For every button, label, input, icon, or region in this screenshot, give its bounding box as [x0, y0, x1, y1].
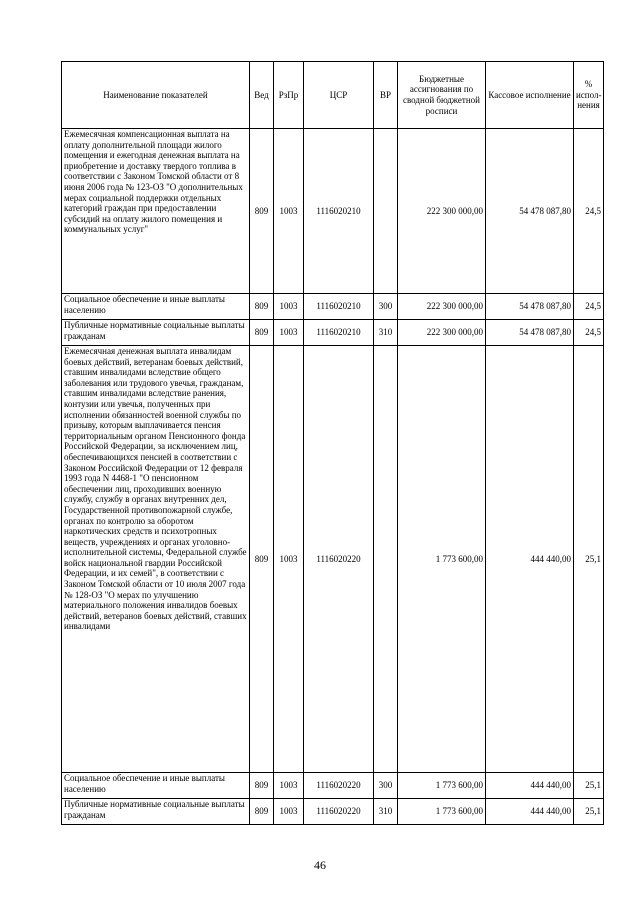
row-rzpr: 1003 [274, 799, 304, 825]
header-name: Наименование показателей [62, 62, 250, 129]
row-ved: 809 [250, 773, 274, 799]
row-budget: 1 773 600,00 [398, 773, 486, 799]
row-cash: 444 440,00 [486, 346, 574, 773]
row-vr [374, 346, 398, 773]
row-csr: 1116020220 [304, 346, 374, 773]
row-percent: 24,5 [574, 294, 604, 320]
row-rzpr: 1003 [274, 773, 304, 799]
row-cash: 54 478 087,80 [486, 320, 574, 346]
row-csr: 1116020220 [304, 773, 374, 799]
row-rzpr: 1003 [274, 346, 304, 773]
row-budget: 1 773 600,00 [398, 346, 486, 773]
row-ved: 809 [250, 799, 274, 825]
header-row [62, 62, 604, 129]
row-budget: 222 300 000,00 [398, 320, 486, 346]
row-percent: 25,1 [574, 346, 604, 773]
table-row [62, 129, 604, 294]
row-csr: 1116020210 [304, 294, 374, 320]
table-row [62, 294, 604, 320]
row-ved: 809 [250, 346, 274, 773]
header-vr: ВР [374, 62, 398, 129]
row-vr: 300 [374, 294, 398, 320]
header-csr: ЦСР [304, 62, 374, 129]
row-percent: 25,1 [574, 773, 604, 799]
row-cash: 54 478 087,80 [486, 294, 574, 320]
row-ved: 809 [250, 320, 274, 346]
row-name: Социальное обеспечение и иные выплаты населению [62, 294, 250, 320]
row-csr: 1116020220 [304, 799, 374, 825]
row-cash: 54 478 087,80 [486, 129, 574, 294]
table-row [62, 346, 604, 773]
row-ved: 809 [250, 129, 274, 294]
table-row [62, 773, 604, 799]
row-budget: 1 773 600,00 [398, 799, 486, 825]
table-row [62, 799, 604, 825]
header-percent: % испол-нения [574, 62, 604, 129]
row-name-text: Ежемесячная денежная выплата инвалидам боевых действий, ветеранам боевых действий, ставшим инвалидами вследствие общего заболевания или трудового увечья, гражданам, ставшим инвалидами вследствие ранения, контузии или увечья, полученных при исполнении обязанностей военной службы по призыву, которым выплачивается пенсия территориальным органом Пенсионного фонда Российской Федерации, за исключением лиц, обеспечивающихся пенсией в соответствии с Законом Российской Федерации от 12 февраля 1993 года N 4468-1 "О пенсионном обеспечении лиц, проходивших военную службу, службу в органах внутренних дел, Государственной противопожарной службе, органах по контролю за оборотом наркотических средств и психотропных веществ, учреждениях и органах уголовно-исполнительной системы, Федеральной службе войск национальной гвардии Российской Федерации, и их семей", в соответствии с Законом Томской области от 10 июля 2007 года № 128-ОЗ "О мерах по улучшению материального положения инвалидов боевых действий, ветеранов боевых действий, ставших инвалидами [64, 346, 247, 632]
row-rzpr: 1003 [274, 320, 304, 346]
row-cash: 444 440,00 [486, 773, 574, 799]
row-csr: 1116020210 [304, 129, 374, 294]
row-vr [374, 129, 398, 294]
row-name: Ежемесячная компенсационная выплата на оплату дополнительной площади жилого помещения и ежегодная денежная выплата на приобретение и доставку твердого топлива в соответствии с Законом Томской области от 8 июня 2006 года № 123-ОЗ "О дополнительных мерах социальной поддержки отдельных категорий граждан при предоставлении субсидий на оплату жилого помещения и коммунальных услуг" [62, 129, 250, 294]
row-name: Публичные нормативные социальные выплаты гражданам [62, 320, 250, 346]
header-budget: Бюджетные ассигнования по сводной бюджетной росписи [398, 62, 486, 129]
row-csr: 1116020210 [304, 320, 374, 346]
row-vr: 310 [374, 320, 398, 346]
row-rzpr: 1003 [274, 294, 304, 320]
table-row [62, 320, 604, 346]
header-ved: Вед [250, 62, 274, 129]
row-percent: 24,5 [574, 129, 604, 294]
row-rzpr: 1003 [274, 129, 304, 294]
row-percent: 25,1 [574, 799, 604, 825]
row-budget: 222 300 000,00 [398, 129, 486, 294]
header-rzpr: РзПр [274, 62, 304, 129]
row-budget: 222 300 000,00 [398, 294, 486, 320]
row-cash: 444 440,00 [486, 799, 574, 825]
row-vr: 310 [374, 799, 398, 825]
row-name: Публичные нормативные социальные выплаты гражданам [62, 799, 250, 825]
row-percent: 24,5 [574, 320, 604, 346]
row-name: Социальное обеспечение и иные выплаты населению [62, 773, 250, 799]
row-name [62, 346, 250, 773]
budget-execution-table [61, 61, 604, 825]
row-ved: 809 [250, 294, 274, 320]
page-number: 46 [314, 858, 326, 872]
header-cash: Кассовое исполнение [486, 62, 574, 129]
row-vr: 300 [374, 773, 398, 799]
